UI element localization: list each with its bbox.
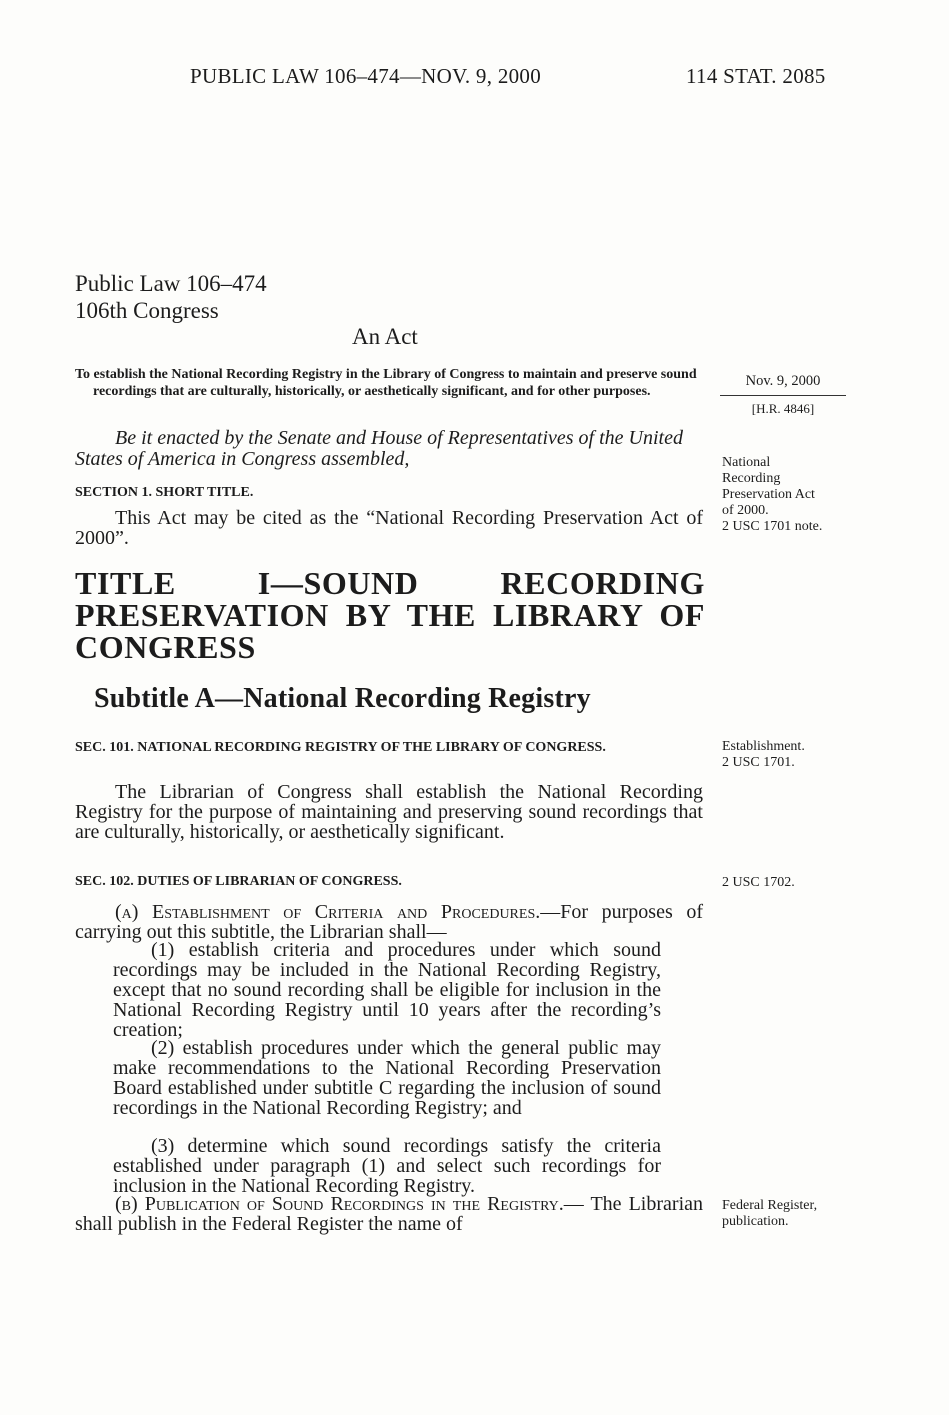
enacting-clause: Be it enacted by the Senate and House of Representatives of the United States of America in Congress assembled,	[75, 427, 683, 470]
margin-note-line: publication.	[722, 1214, 789, 1229]
section-102-subsection-a	[75, 902, 703, 942]
subsection-a-text: —For purposes of carrying out this subtitle, the Librarian shall—	[75, 901, 704, 943]
subtitle-a-heading: Subtitle A—National Recording Registry	[94, 683, 591, 714]
section-1-heading: SECTION 1. SHORT TITLE.	[75, 485, 254, 500]
running-header-left: PUBLIC LAW 106–474—NOV. 9, 2000	[190, 64, 542, 88]
congress-label: 106th Congress	[75, 298, 219, 323]
paragraph-3: (3) determine which sound recordings satisfy the criteria established under paragraph (1) and select such recordings for inclusion in the National Recording Registry.	[113, 1135, 661, 1197]
section-1-body: This Act may be cited as the “National Recording Preservation Act of 2000”.	[75, 507, 703, 549]
margin-federal-register-note	[722, 1198, 817, 1230]
margin-date: Nov. 9, 2000	[720, 373, 846, 396]
paragraph-2: (2) establish procedures under which the general public may make recommendations to the National Recording Preservation Board established under subtitle C regarding the inclusion of sound recordings in the National Recording Registry; and	[113, 1037, 661, 1119]
margin-note-line: 2 USC 1701.	[722, 755, 795, 770]
section-102-subsection-b	[75, 1194, 703, 1234]
margin-section-101-note	[722, 739, 805, 771]
margin-note-line: Establishment.	[722, 739, 805, 754]
margin-note-line: Recording	[722, 471, 781, 486]
margin-note-line: of 2000.	[722, 503, 769, 518]
section-101-heading: SEC. 101. NATIONAL RECORDING REGISTRY OF THE LIBRARY OF CONGRESS.	[75, 740, 606, 755]
margin-note-line: Federal Register,	[722, 1198, 818, 1213]
paragraph-1: (1) establish criteria and procedures under which sound recordings may be included in the National Recording Registry, except that no sound recording shall be eligible for inclusion in the National Recording Registry until 10 years after the recording’s creation;	[113, 939, 661, 1041]
margin-note-line: 2 USC 1701 note.	[722, 519, 823, 534]
margin-short-title-note	[722, 455, 822, 535]
margin-section-102-note: 2 USC 1702.	[722, 875, 795, 890]
act-label: An Act	[352, 324, 418, 349]
margin-bill-number: [H.R. 4846]	[751, 401, 815, 416]
act-purpose: To establish the National Recording Registry in the Library of Congress to maintain and preserve sound recordings that are culturally, historically, or aesthetically significant, and for other purposes.	[75, 367, 697, 399]
margin-note-line: National	[722, 455, 771, 470]
running-header-right: 114 STAT. 2085	[686, 64, 826, 88]
subsection-a-heading: (a) Establishment of Criteria and Procedures.	[115, 901, 541, 923]
section-102-heading: SEC. 102. DUTIES OF LIBRARIAN OF CONGRESS.	[75, 874, 402, 889]
section-101-body: The Librarian of Congress shall establish the National Recording Registry for the purpose of maintaining and preserving sound recordings that are culturally, historically, or aesthetically significant.	[75, 781, 703, 843]
margin-note-line: Preservation Act	[722, 487, 815, 502]
subsection-b-text: — The Librarian shall publish in the Federal Register the name of	[75, 1193, 703, 1235]
public-law-number: Public Law 106–474	[75, 271, 267, 296]
subsection-b-heading: (b) Publication of Sound Recordings in the Registry.	[115, 1193, 564, 1215]
title-1-heading: TITLE I—SOUND RECORDING PRESERVATION BY THE LIBRARY OF CONGRESS	[75, 565, 705, 665]
